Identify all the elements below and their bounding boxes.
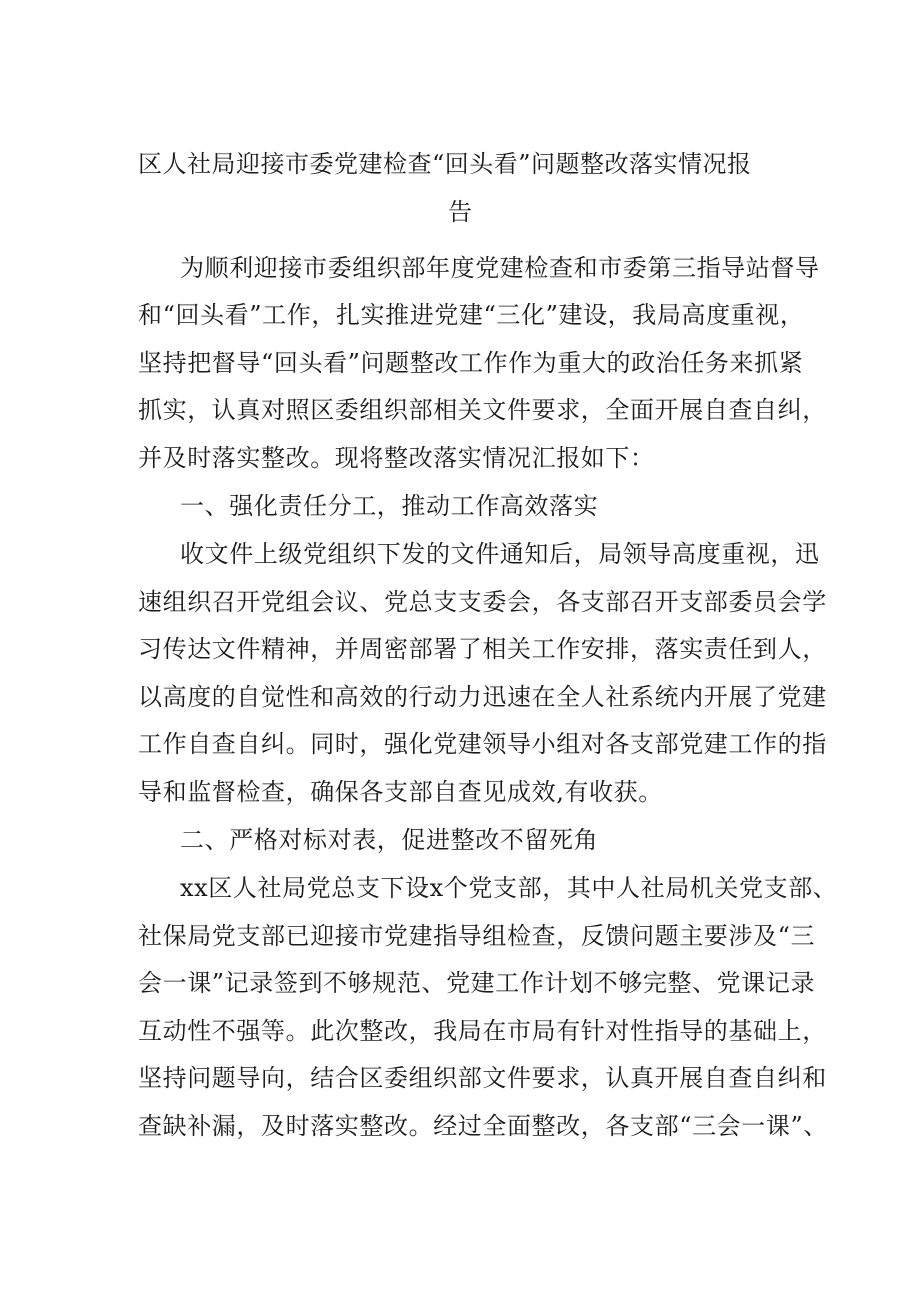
intro-line: 和“回头看”工作，扎实推进党建“三化”建设，我局高度重视， xyxy=(138,301,805,329)
intro-line: 为顺利迎接市委组织部年度党建检查和市委第三指导站督导 xyxy=(180,254,820,282)
document-title-line-2: 告 xyxy=(448,198,472,226)
section-1-line: 习传达文件精神，并周密部署了相关工作安排，落实责任到人， xyxy=(138,635,827,663)
section-2-line: xx区人社局党总支下设x个党支部，其中人社局机关党支部、 xyxy=(180,874,838,902)
section-2-line: 互动性不强等。此次整改，我局在市局有针对性指导的基础上， xyxy=(138,1017,827,1045)
document-title-line-1: 区人社局迎接市委党建检查“回头看”问题整改落实情况报 xyxy=(138,150,752,178)
section-2-line: 坚持问题导向，结合区委组织部文件要求，认真开展自查自纠和 xyxy=(138,1064,827,1092)
section-2-line: 会一课”记录签到不够规范、党建工作计划不够完整、党课记录 xyxy=(138,969,816,997)
section-1-line: 收文件上级党组织下发的文件通知后，局领导高度重视，迅 xyxy=(180,540,820,568)
section-1-line: 以高度的自觉性和高效的行动力迅速在全人社系统内开展了党建 xyxy=(138,683,827,711)
section-2-line: 社保局党支部已迎接市党建指导组检查，反馈问题主要涉及“三 xyxy=(138,922,816,950)
intro-line: 抓实，认真对照区委组织部相关文件要求，全面开展自查自纠， xyxy=(138,396,827,424)
intro-line: 并及时落实整改。现将整改落实情况汇报如下： xyxy=(138,444,655,472)
section-1-line: 导和监督检查，确保各支部自查见成效,有收获。 xyxy=(138,778,663,806)
section-1-line: 工作自查自纠。同时，强化党建领导小组对各支部党建工作的指 xyxy=(138,730,827,758)
section-1-line: 速组织召开党组会议、党总支支委会，各支部召开支部委员会学 xyxy=(138,588,827,616)
intro-line: 坚持把督导“回头看”问题整改工作作为重大的政治任务来抓紧 xyxy=(138,349,804,377)
section-1-heading: 一、强化责任分工，推动工作高效落实 xyxy=(180,492,599,520)
section-2-heading: 二、严格对标对表，促进整改不留死角 xyxy=(180,826,599,854)
section-2-line: 查缺补漏，及时落实整改。经过全面整改，各支部“三会一课”、 xyxy=(138,1112,828,1140)
